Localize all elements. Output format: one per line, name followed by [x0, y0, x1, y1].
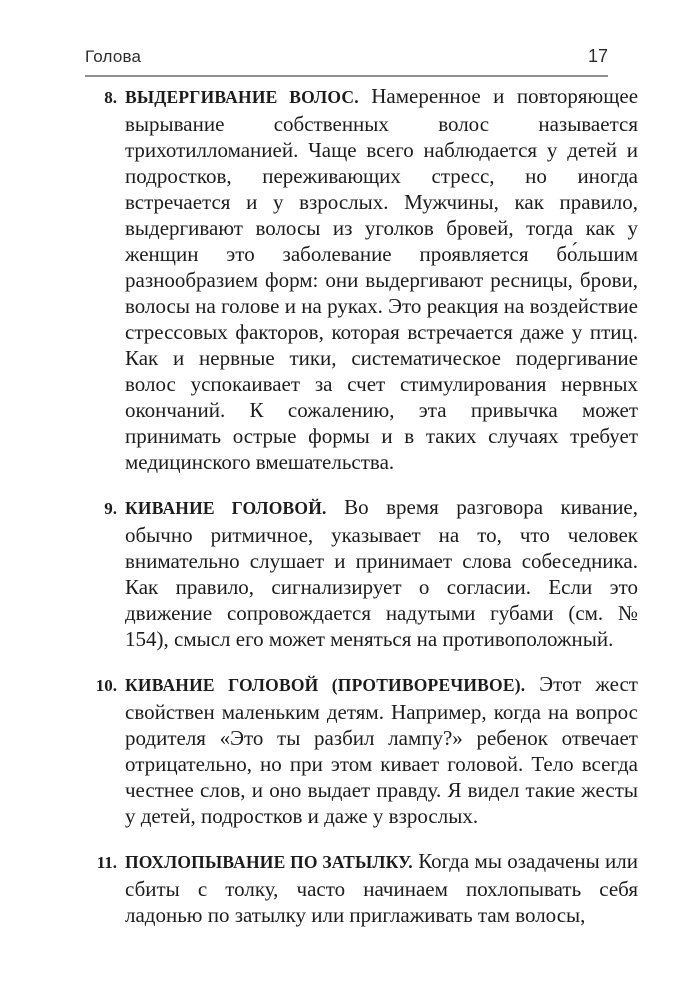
running-header [85, 46, 608, 67]
entry-number: 9. [104, 499, 117, 518]
entry-number: 10. [95, 676, 117, 695]
entry-body: Этот жест свойствен маленьким детям. Например, когда на вопрос родителя «Это ты разбил лампу?» ребенок отвечает отрицательно, но при этом кивает головой. Тело всегда честнее слов, и оно выдает правду. Я видел такие жесты у детей, подростков и даже у взрослых. [125, 672, 638, 828]
entry-10 [81, 671, 638, 829]
entry-heading: ПОХЛОПЫВАНИЕ ПО ЗАТЫЛКУ. [125, 852, 413, 872]
entry-number: 8. [104, 88, 117, 107]
entry-number: 11. [96, 853, 117, 872]
entry-body: Когда мы озадачены или сбиты с толку, часто начинаем похлопывать себя ладонью по затылку или приглаживать там волосы, [125, 849, 639, 927]
entry-8 [81, 83, 638, 475]
entry-11 [81, 848, 638, 928]
entry-9 [81, 494, 638, 652]
header-rule [85, 75, 608, 77]
section-title: Голова [85, 47, 142, 66]
entry-body: Намеренное и повторяющее вырывание собственных волос называется трихотилломанией. Чаще всего наблюдается у детей и подростков, переживающих стресс, но иногда встречается и у взрослых. Мужчины, как правило, выдергивают волосы из уголков бровей, тогда как у женщин это заболевание проявляется бо́льшим разнообразием форм: они выдергивают ресницы, брови, волосы на голове и на руках. Это реакция на воздействие стрессовых факторов, которая встречается даже у птиц. Как и нервные тики, систематическое подергивание волос успокаивает за счет стимулирования нервных окончаний. К сожалению, эта привычка может принимать острые формы и в таких случаях требует медицинского вмешательства. [125, 84, 639, 474]
page-number: 17 [587, 46, 608, 66]
entry-heading: КИВАНИЕ ГОЛОВОЙ (ПРОТИВОРЕЧИВОЕ). [125, 675, 526, 695]
entry-body: Во время разговора кивание, обычно ритмичное, указывает на то, что человек внимательно слушает и принимает слова собеседника. Как правило, сигнализирует о согласии. Если это движение сопровождается надутыми губами (см. № 154), смысл его может меняться на противоположный. [125, 495, 639, 651]
entry-heading: КИВАНИЕ ГОЛОВОЙ. [125, 498, 327, 518]
page-content [81, 83, 638, 928]
entry-heading: ВЫДЕРГИВАНИЕ ВОЛОС. [125, 87, 359, 107]
